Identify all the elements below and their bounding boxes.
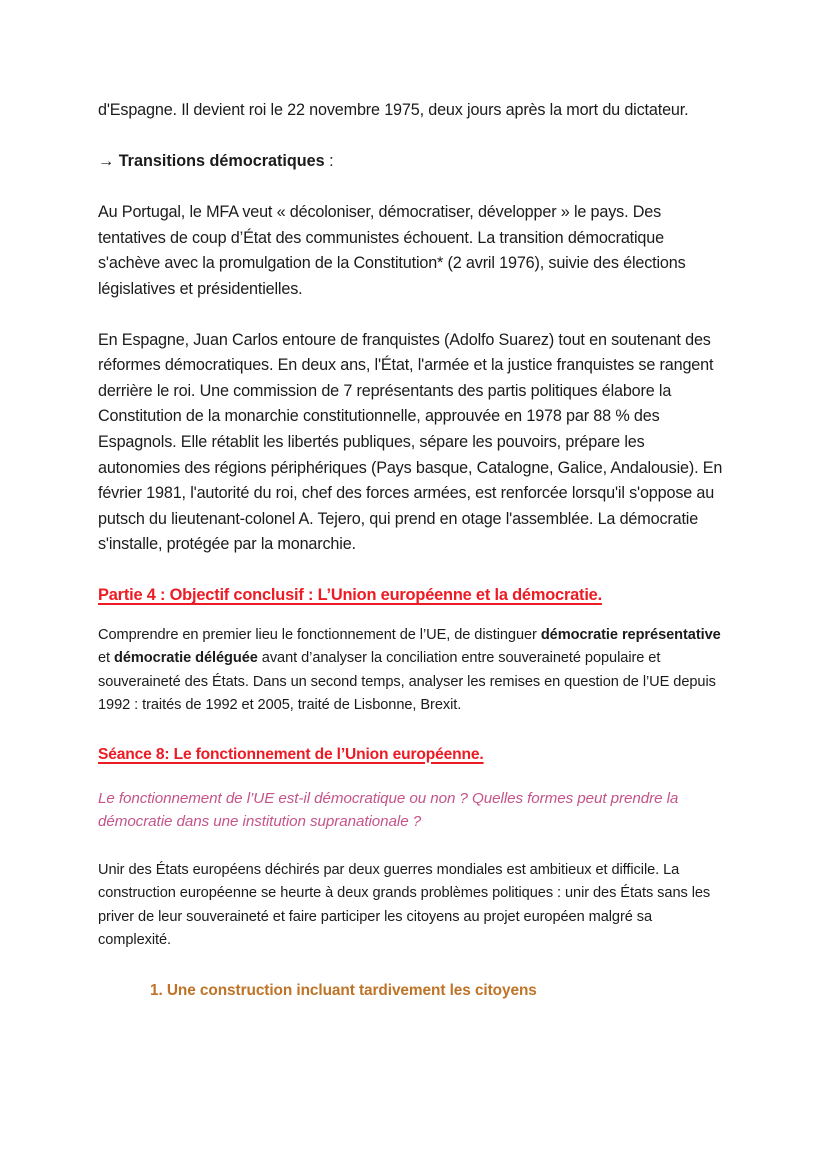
paragraph-espagne-intro: d'Espagne. Il devient roi le 22 novembre 1975, deux jours après la mort du dictateur. (98, 101, 689, 119)
arrow-subheading-colon: : (324, 151, 334, 170)
term-democratie-representative: démocratie représentative (540, 626, 721, 643)
paragraph-unir-etats: Unir des États européens déchirés par deux guerres mondiales est ambitieux et difficile. La construction européenne se heurte à deux grands problèmes politiques : unir des États sans les priver de leur souveraineté et faire participer les citoyens au projet européen malgré sa complexité. (98, 861, 711, 948)
term-democratie-deleguee: démocratie déléguée (114, 650, 258, 667)
heading-seance-8: Séance 8: Le fonctionnement de l’Union européenne. (98, 745, 484, 763)
subheading-1-construction-citoyens: 1. Une construction incluant tardivement les citoyens (150, 982, 537, 1000)
heading-partie-4: Partie 4 : Objectif conclusif : L’Union européenne et la démocratie. (98, 585, 602, 604)
partie4-intro-text-3: avant d’analyser la conciliation entre souveraineté populaire et souveraineté des États. Dans un second temps, analyser les remises en question de l’UE depuis 1992 : traités de 1992 et 2005, traité de Lisbonne, Brexit. (98, 650, 716, 714)
paragraph-portugal: Au Portugal, le MFA veut « décoloniser, démocratiser, développer » le pays. Des tentatives de coup d’État des communistes échouent. La transition démocratique s'achève avec la promulgation de la Constitution* (2 avril 1976), suivie des élections législatives et présidentielles. (98, 203, 686, 298)
paragraph-espagne-long: En Espagne, Juan Carlos entoure de franquistes (Adolfo Suarez) tout en soutenant des réformes démocratiques. En deux ans, l'État, l'armée et la justice franquistes se rangent derrière le roi. Une commission de 7 représentants des partis politiques élabore la Constitution de la monarchie constitutionnelle, approuvée en 1978 par 88 % des Espagnols. Elle rétablit les libertés publiques, sépare les pouvoirs, prépare les autonomies des régions périphériques (Pays basque, Catalogne, Galice, Andalousie). En février 1981, l'autorité du roi, chef des forces armées, est renforcée lorsqu'il s'oppose au putsch du lieutenant-colonel A. Tejero, qui prend en otage l'assemblée. La démocratie s'installe, protégée par la monarchie. (98, 330, 723, 554)
partie4-intro-text-2: et (98, 650, 115, 667)
arrow-icon: → (98, 151, 115, 170)
arrow-subheading-label: Transitions démocratiques (118, 151, 325, 170)
seance-8-problematique: Le fonctionnement de l’UE est-il démocratique ou non ? Quelles formes peut prendre la démocratie dans une institution supranationale ? (98, 789, 679, 831)
paragraph-partie4-intro (98, 624, 727, 718)
partie4-intro-text-1: Comprendre en premier lieu le fonctionnement de l’UE, de distinguer (98, 626, 541, 643)
arrow-subheading (98, 149, 727, 175)
